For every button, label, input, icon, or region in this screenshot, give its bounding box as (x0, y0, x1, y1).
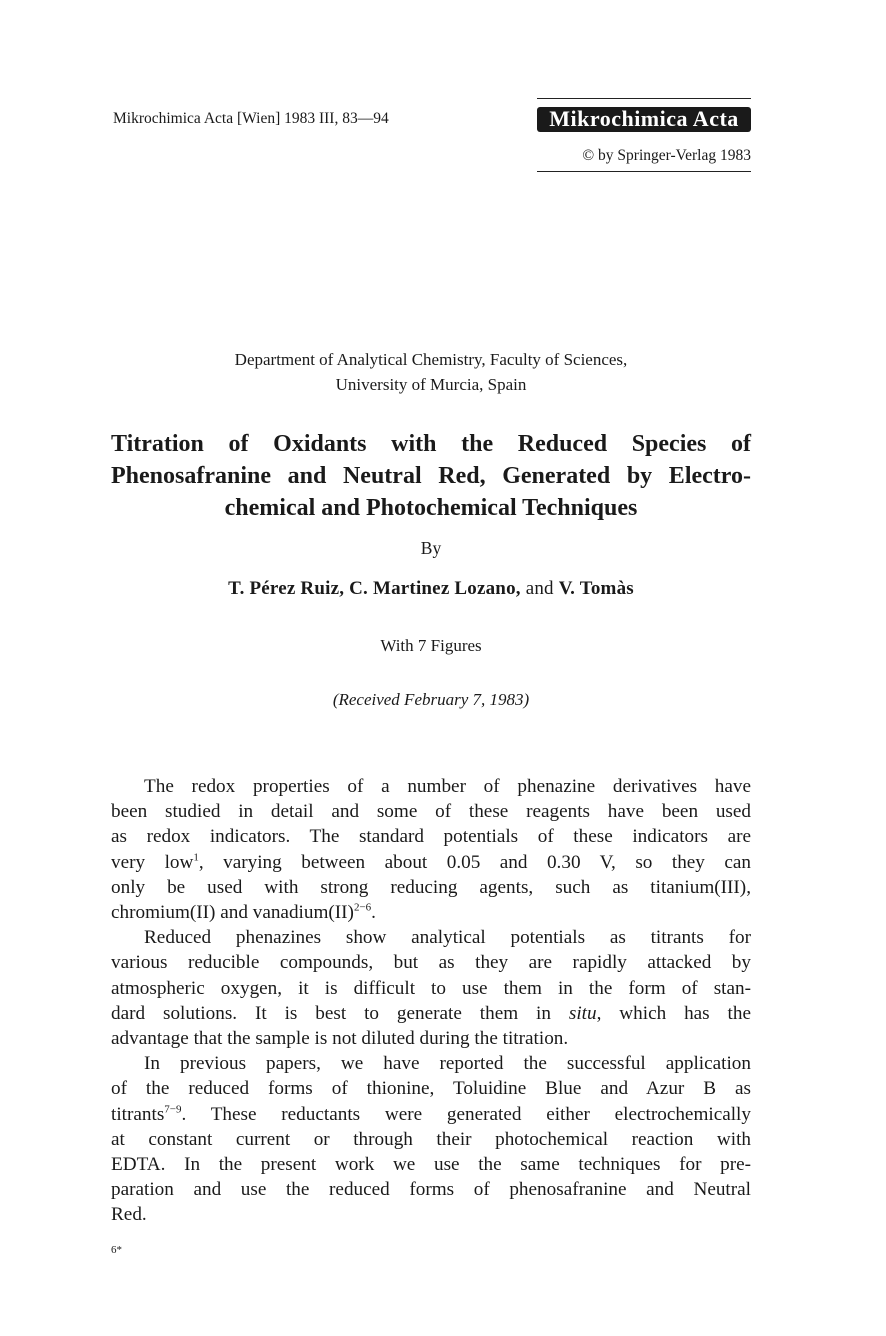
text-line: The redox properties of a number of phenazine derivatives have (144, 776, 751, 797)
affiliation (113, 347, 749, 397)
figures-note: With 7 Figures (380, 636, 482, 655)
text-line: In previous papers, we have reported the successful application (144, 1053, 751, 1075)
author-1: T. Pérez Ruiz, (228, 578, 345, 599)
citation-superscript: 7−9 (164, 1103, 182, 1116)
text-span: dard solutions. It is best to generate them in (111, 1002, 569, 1024)
text-line: advantage that the sample is not diluted during the titration. (111, 1028, 569, 1050)
text-span: . These reductants were generated either electrochemically (181, 1103, 751, 1125)
title-line-2: Phenosafranine and Neutral Red, Generated by Electro- (111, 463, 751, 489)
citation-superscript: 1 (193, 851, 199, 864)
text-line: EDTA. In the present work we use the same techniques for pre- (111, 1154, 751, 1176)
paper-title (111, 428, 751, 524)
text-line: of the reduced forms of thionine, Toluidine Blue and Azur B as (111, 1078, 751, 1100)
text-line: paration and use the reduced forms of phenosafranine and Neutral (111, 1179, 751, 1201)
body-text (111, 774, 751, 1228)
paragraph-1 (111, 774, 751, 925)
text-line: atmospheric oxygen, it is difficult to use them in the form of stan- (111, 977, 751, 999)
text-line (111, 900, 751, 925)
paragraph-3 (111, 1051, 751, 1227)
text-line: been studied in detail and some of these reagents have been used (111, 801, 751, 823)
italic-term: situ (568, 1002, 597, 1024)
text-span: chromium(II) and vanadium(II) (111, 902, 354, 924)
page-signature-mark: 6* (111, 1244, 122, 1256)
text-line: at constant current or through their photochemical reaction with (111, 1128, 751, 1150)
author-3: V. Tomàs (558, 578, 634, 599)
text-line: as redox indicators. The standard potentials of these indicators are (111, 826, 751, 848)
received-date: (Received February 7, 1983) (332, 690, 530, 709)
text-line: Red. (111, 1204, 147, 1226)
text-line (111, 1001, 751, 1026)
by-label: By (420, 538, 442, 558)
author-conjunction: and (525, 578, 554, 599)
text-span: very low (111, 851, 194, 873)
text-span: , which has the (596, 1002, 751, 1024)
title-line-1: Titration of Oxidants with the Reduced Species of (111, 431, 751, 457)
text-line: various reducible compounds, but as they are rapidly attacked by (111, 952, 751, 974)
journal-logo-block (537, 98, 751, 172)
affiliation-line-2: University of Murcia, Spain (335, 375, 527, 394)
journal-logo-text: Mikrochimica Acta (549, 106, 739, 131)
affiliation-line-1: Department of Analytical Chemistry, Faculty of Sciences, (234, 350, 628, 369)
text-line (111, 1102, 751, 1127)
text-span: , varying between about 0.05 and 0.30 V, so they can (198, 851, 752, 873)
citation-line: Mikrochimica Acta [Wien] 1983 III, 83—94 (113, 110, 389, 127)
author-list (113, 578, 749, 600)
text-line (111, 850, 751, 875)
text-line: only be used with strong reducing agents, such as titanium(III), (111, 876, 751, 898)
rule-bottom (537, 171, 751, 172)
paragraph-2 (111, 925, 751, 1051)
text-span: titrants (111, 1103, 165, 1125)
journal-logo (537, 105, 751, 133)
author-2: C. Martinez Lozano, (349, 578, 521, 599)
citation-superscript: 2−6 (353, 901, 372, 914)
copyright: © by Springer-Verlag 1983 (582, 147, 751, 164)
text-line: Reduced phenazines show analytical potentials as titrants for (144, 927, 751, 949)
title-line-3: chemical and Photochemical Techniques (224, 495, 638, 521)
text-span: . (371, 902, 376, 924)
rule-top (537, 98, 751, 99)
